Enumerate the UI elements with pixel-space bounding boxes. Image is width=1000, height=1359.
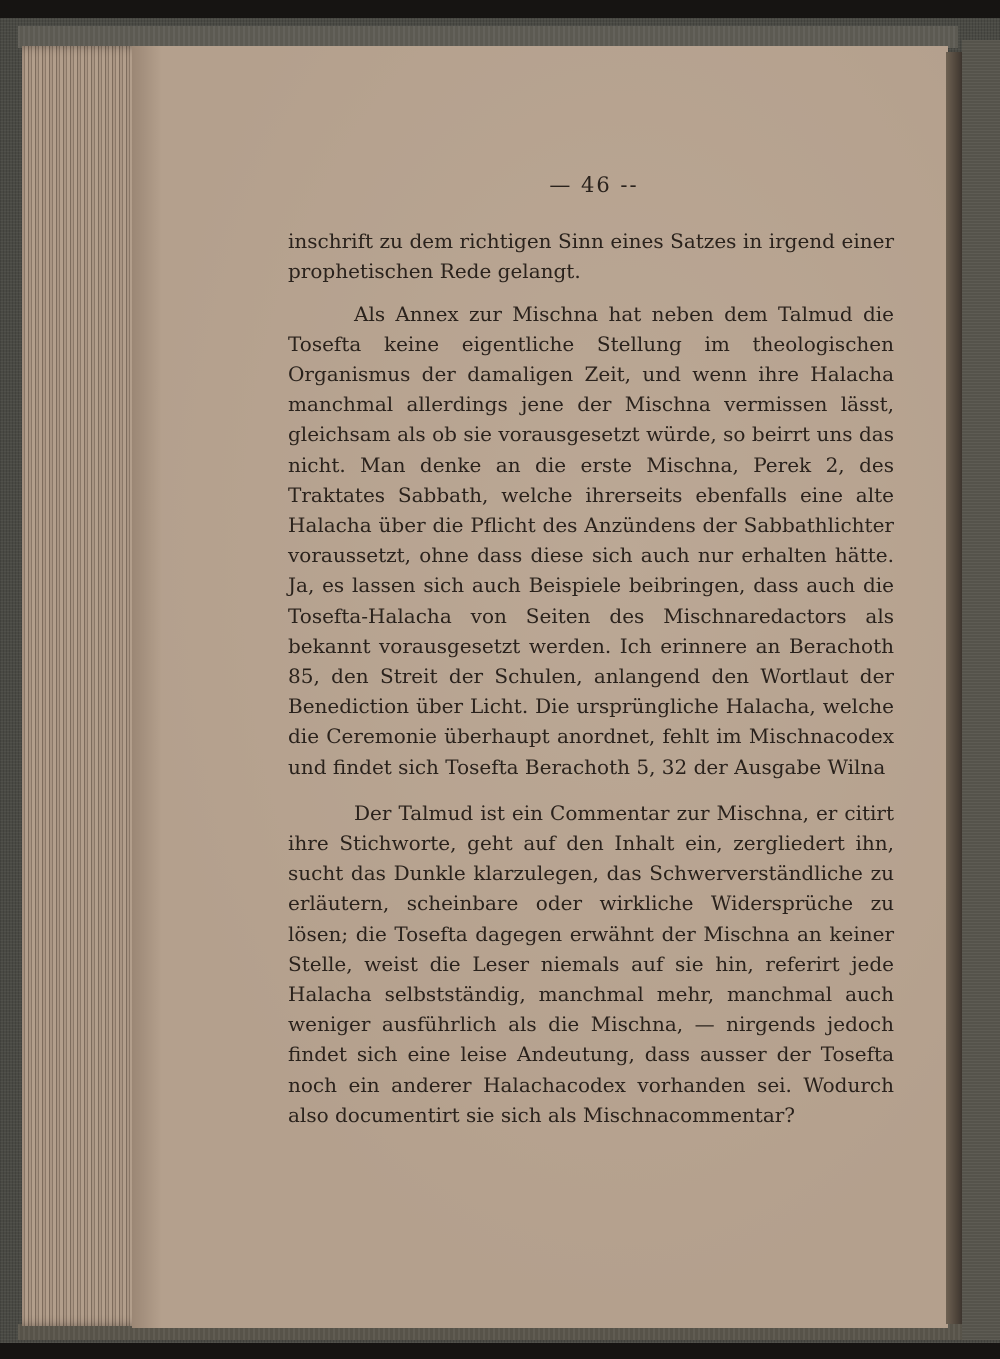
text-block xyxy=(288,170,894,1130)
paragraph-tosefta-annex: Als Annex zur Mischna hat neben dem Talmud die Tosefta keine eigentliche Stellung im theologischen Organismus der damaligen Zeit, und wenn ihre Halacha manchmal allerdings jene der Mischna vermissen lässt, gleichsam als ob sie vorausgesetzt würde, so beirrt uns das nicht. Man denke an die erste Mischna, Perek 2, des Traktates Sabbath, welche ihrerseits ebenfalls eine alte Halacha über die Pflicht des Anzündens der Sabbathlichter voraussetzt, ohne dass diese sich auch nur erhalten hätte. Ja, es lassen sich auch Beispiele beibringen, dass auch die Tosefta-Halacha von Seiten des Mischnaredactors als bekannt vorausgesetzt werden. Ich erinnere an Berachoth 85, den Streit der Schulen, anlangend den Wortlaut der Benediction über Licht. Die ursprüngliche Halacha, welche die Ceremonie überhaupt anordnet, fehlt im Mischnacodex und findet sich Tosefta Berachoth 5, 32 der Ausgabe Wilna xyxy=(288,301,894,779)
cover-top-edge xyxy=(18,26,958,48)
page-edges-stack xyxy=(22,46,150,1326)
paragraph-talmud-commentary: Der Talmud ist ein Commentar zur Mischna, er citirt ihre Stichworte, geht auf den Inhalt ein, zergliedert ihn, sucht das Dunkle klarzulegen, das Schwerverständliche zu erläutern, scheinbare oder wirkliche Widersprüche zu lösen; die Tosefta dagegen erwähnt der Mischna an keiner Stelle, weist die Leser niemals auf sie hin, referirt jede Halacha selbstständig, manchmal mehr, manchmal auch weniger ausführlich als die Mischna, — nirgends jedoch findet sich eine leise Andeutung, dass ausser der Tosefta noch ein anderer Halachacodex vorhanden sei. Wodurch also documentirt sie sich als Mischnacommentar? xyxy=(288,800,894,1127)
cover-right-edge xyxy=(962,40,1000,1340)
page-gutter xyxy=(946,52,962,1324)
page-number: — 46 -- xyxy=(549,173,639,197)
paragraph-continuation: inschrift zu dem richtigen Sinn eines Satzes in irgend einer prophetischen Rede gelangt. xyxy=(288,229,894,284)
